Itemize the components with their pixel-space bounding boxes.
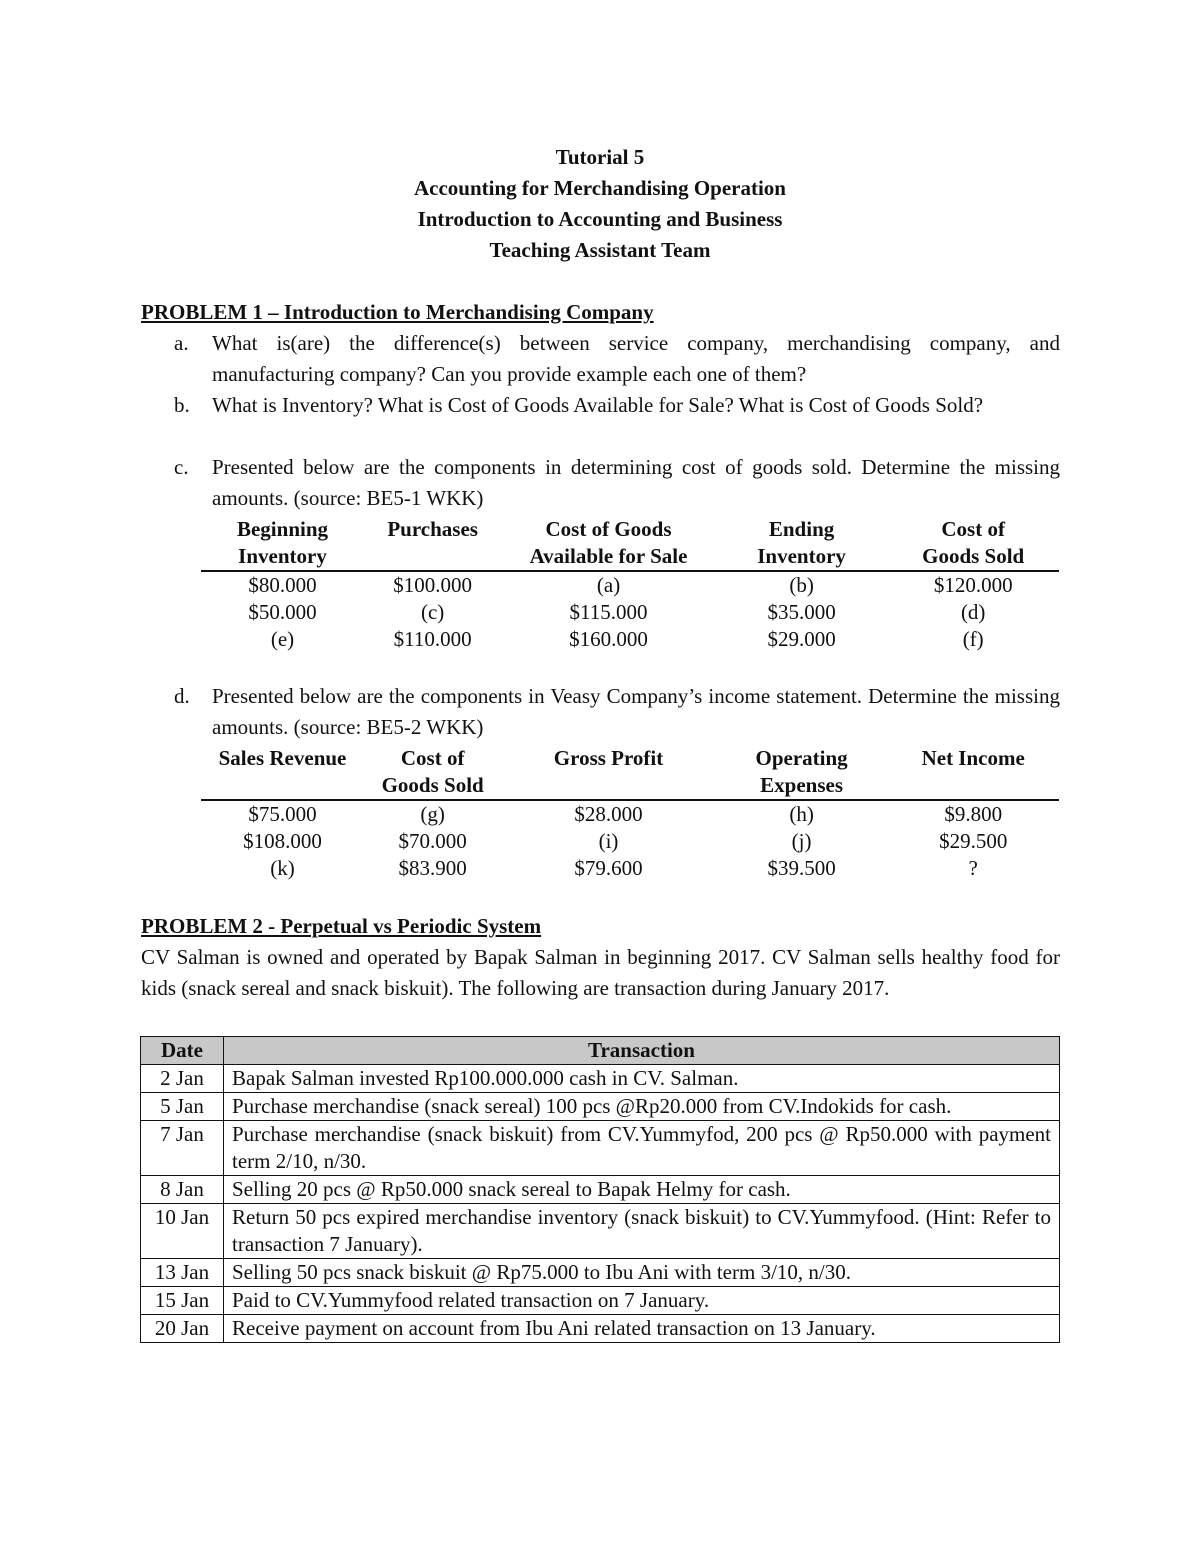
problem1-item-d [174,681,1060,743]
transaction-cell: Purchase merchandise (snack sereal) 100 pcs @Rp20.000 from CV.Indokids for cash. [224,1093,1060,1121]
table-cell: $75.000 [248,802,317,826]
col-header-date: Date [141,1037,224,1065]
table-cell: (f) [962,627,984,651]
problem1-heading: PROBLEM 1 – Introduction to Merchandising Company [141,300,654,324]
table-cell: $39.500 [767,856,836,880]
table-cell: (a) [596,573,621,597]
col-header: Sales Revenue [201,745,364,800]
table-cell: (d) [960,600,986,624]
item-text: What is(are) the difference(s) between service company, merchandising company, and manufacturing company? Can you provide example each one of them? [212,331,1060,386]
table-cell: $50.000 [248,600,317,624]
table-cell: $115.000 [569,600,648,624]
table-row [201,800,1059,828]
table-cell: (c) [420,600,445,624]
table-cell: $9.800 [944,802,1003,826]
date-cell: 20 Jan [141,1315,224,1343]
col-header: Beginning Inventory [201,516,364,571]
date-cell: 13 Jan [141,1259,224,1287]
transaction-cell: Paid to CV.Yummyfood related transaction on 7 January. [224,1287,1060,1315]
table-cell: $83.900 [398,856,467,880]
transaction-cell: Receive payment on account from Ibu Ani related transaction on 13 January. [224,1315,1060,1343]
table-cell: $80.000 [248,573,317,597]
table-cell: (b) [789,573,814,597]
table-header-row [201,745,1059,800]
col-header-transaction: Transaction [224,1037,1060,1065]
transaction-cell: Selling 50 pcs snack biskuit @ Rp75.000 to Ibu Ani with term 3/10, n/30. [224,1259,1060,1287]
table-cell: $28.000 [574,802,643,826]
table-cell: $70.000 [398,829,467,853]
table-cell: (k) [270,856,295,880]
col-header: Purchases [364,516,501,571]
table-row [141,1093,1060,1121]
transaction-cell: Bapak Salman invested Rp100.000.000 cash in CV. Salman. [224,1065,1060,1093]
item-text: Presented below are the components in Veasy Company’s income statement. Determine the missing amounts. (source: BE5-2 WKK) [212,684,1060,739]
transaction-cell: Purchase merchandise (snack biskuit) from CV.Yummyfod, 200 pcs @ Rp50.000 with payment term 2/10, n/30. [224,1121,1060,1176]
table-row [141,1065,1060,1093]
table-cell: $100.000 [393,573,473,597]
item-marker: b. [174,393,190,417]
col-header: Cost of Goods Sold [364,745,501,800]
table-cell: ? [968,856,978,880]
table-row [141,1315,1060,1343]
item-marker: d. [174,684,190,708]
author-line: Teaching Assistant Team [489,238,711,262]
income-statement-table [201,745,1059,882]
table-cell: $35.000 [767,600,836,624]
table-cell: (e) [270,627,295,651]
item-marker: c. [174,455,189,479]
table-cell: $120.000 [933,573,1013,597]
date-cell: 5 Jan [141,1093,224,1121]
table-row [141,1287,1060,1315]
problem1-item-a [174,328,1060,390]
date-cell: 7 Jan [141,1121,224,1176]
date-cell: 8 Jan [141,1176,224,1204]
transactions-table [140,1036,1060,1343]
table-cell: $108.000 [243,829,322,853]
table-cell: $79.600 [574,856,643,880]
cogs-table [201,516,1059,653]
table-row [201,828,1059,855]
table-cell: (h) [789,802,814,826]
item-marker: a. [174,331,189,355]
date-cell: 15 Jan [141,1287,224,1315]
table-cell: (i) [598,829,619,853]
table-cell: $160.000 [569,627,648,651]
table-cell: $29.500 [939,829,1008,853]
col-header: Ending Inventory [716,516,888,571]
table-row [141,1176,1060,1204]
table-row [201,599,1059,626]
table-cell: $29.000 [767,627,836,651]
table-row [141,1259,1060,1287]
table-row [141,1204,1060,1259]
table-row [201,626,1059,653]
table-cell: (g) [420,802,445,826]
problem1-item-c [174,452,1060,514]
date-cell: 10 Jan [141,1204,224,1259]
table-row [201,855,1059,882]
col-header: Net Income [887,745,1059,800]
date-cell: 2 Jan [141,1065,224,1093]
table-cell: (j) [791,829,812,853]
table-header-row [141,1037,1060,1065]
col-header: Cost of Goods Available for Sale [501,516,716,571]
item-text: Presented below are the components in determining cost of goods sold. Determine the missing amounts. (source: BE5-1 WKK) [212,455,1060,510]
item-text: What is Inventory? What is Cost of Goods Available for Sale? What is Cost of Goods Sold? [212,393,984,417]
course-title: Introduction to Accounting and Business [417,207,783,231]
table-row [201,571,1059,599]
col-header: Cost of Goods Sold [887,516,1059,571]
table-row [141,1121,1060,1176]
col-header: Operating Expenses [716,745,888,800]
col-header: Gross Profit [501,745,716,800]
problem1-item-b [174,390,1060,421]
problem2-heading: PROBLEM 2 - Perpetual vs Periodic System [141,914,542,938]
table-cell: $110.000 [393,627,472,651]
problem2-intro: CV Salman is owned and operated by Bapak Salman in beginning 2017. CV Salman sells healthy food for kids (snack sereal and snack biskuit). The following are transaction during January 2017. [141,945,1060,1000]
tutorial-title: Tutorial 5 [555,145,645,169]
transaction-cell: Return 50 pcs expired merchandise inventory (snack biskuit) to CV.Yummyfood. (Hint: Refer to transaction 7 January). [224,1204,1060,1259]
transaction-cell: Selling 20 pcs @ Rp50.000 snack sereal to Bapak Helmy for cash. [224,1176,1060,1204]
topic-title: Accounting for Merchandising Operation [414,176,786,200]
table-header-row [201,516,1059,571]
